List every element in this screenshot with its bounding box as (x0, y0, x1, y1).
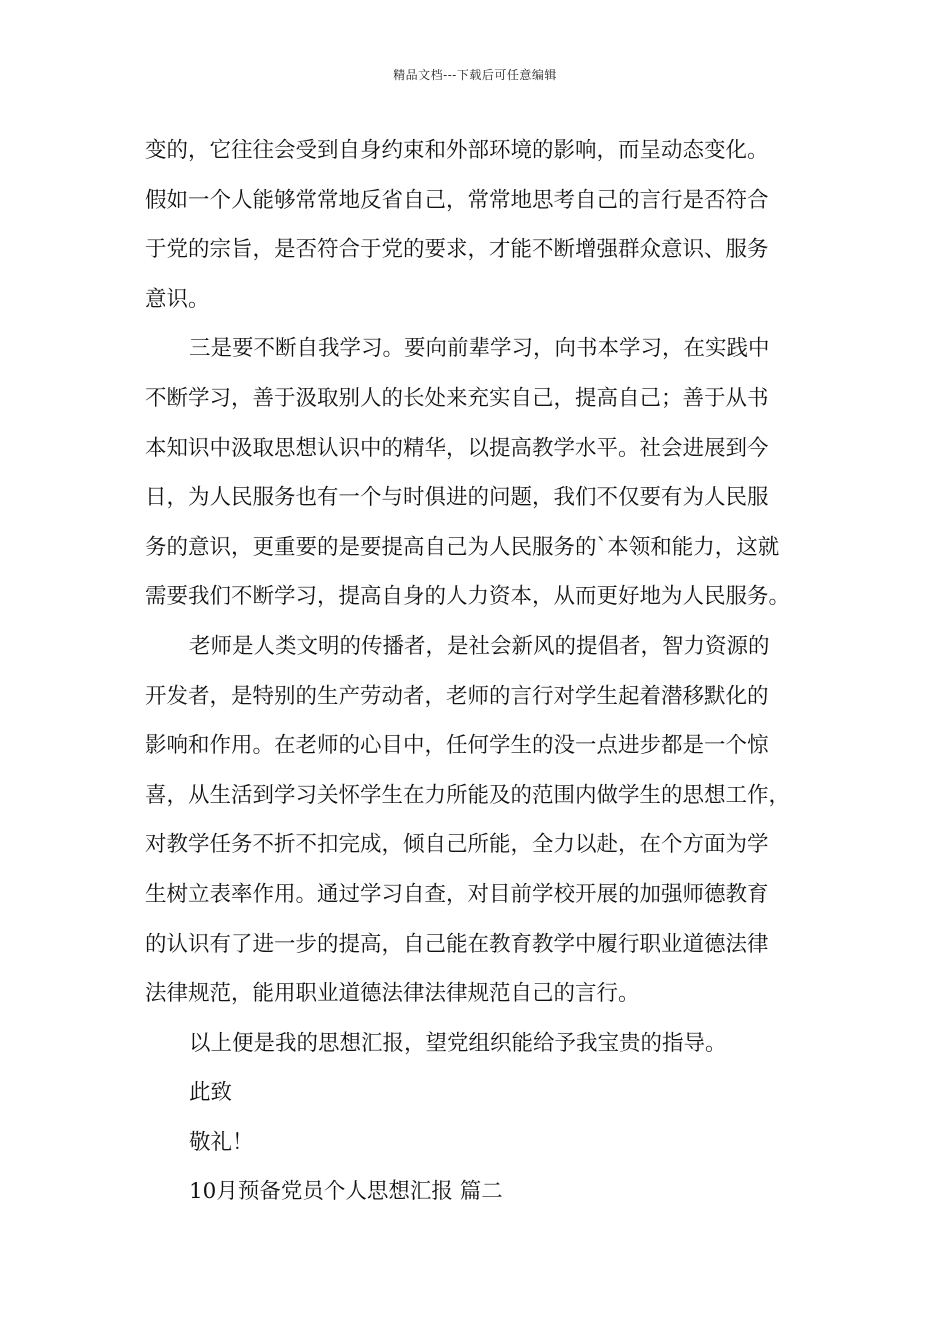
text-line: 生树立表率作用。通过学习自查，对目前学校开展的加强师德教育 (145, 881, 769, 907)
text-line: 不断学习，善于汲取别人的长处来充实自己，提高自己；善于从书 (145, 385, 769, 411)
text-line: 务的意识，更重要的是要提高自己为人民服务的`本领和能力，这就 (145, 534, 780, 560)
text-line: 敬礼！ (189, 1129, 254, 1155)
text-line: 10月预备党员个人思想汇报 篇二 (189, 1179, 503, 1205)
text-line: 法律规范，能用职业道德法律法律规范自己的言行。 (145, 981, 640, 1007)
document-body (145, 126, 825, 1217)
text-line: 的认识有了进一步的提高，自己能在教育教学中履行职业道德法律 (145, 931, 769, 957)
text-line: 老师是人类文明的传播者，是社会新风的提倡者，智力资源的 (189, 633, 770, 659)
text-line: 假如一个人能够常常地反省自己，常常地思考自己的言行是否符合 (145, 187, 769, 213)
text-line: 本知识中汲取思想认识中的精华，以提高教学水平。社会进展到今 (145, 435, 769, 461)
text-line: 对教学任务不折不扣完成，倾自己所能，全力以赴，在个方面为学 (145, 832, 769, 858)
text-line: 日，为人民服务也有一个与时俱进的问题，我们不仅要有为人民服 (145, 485, 769, 511)
text-line: 此致 (189, 1080, 233, 1106)
text-line: 影响和作用。在老师的心目中，任何学生的没一点进步都是一个惊 (145, 733, 769, 759)
text-line: 意识。 (145, 286, 210, 312)
text-line: 开发者，是特别的生产劳动者，老师的言行对学生起着潜移默化的 (145, 683, 769, 709)
page-header: 精品文档---下载后可任意编辑 (393, 68, 557, 82)
text-line: 喜，从生活到学习关怀学生在力所能及的范围内做学生的思想工作， (145, 782, 791, 808)
text-line: 以上便是我的思想汇报，望党组织能给予我宝贵的指导。 (189, 1030, 727, 1056)
text-line: 变的，它往往会受到自身约束和外部环境的影响，而呈动态变化。 (145, 138, 769, 163)
text-line: 三是要不断自我学习。要向前辈学习，向书本学习，在实践中 (189, 336, 770, 362)
text-line: 需要我们不断学习，提高自身的人力资本，从而更好地为人民服务。 (145, 584, 791, 610)
text-line: 于党的宗旨，是否符合于党的要求，才能不断增强群众意识、服务 (145, 237, 769, 263)
